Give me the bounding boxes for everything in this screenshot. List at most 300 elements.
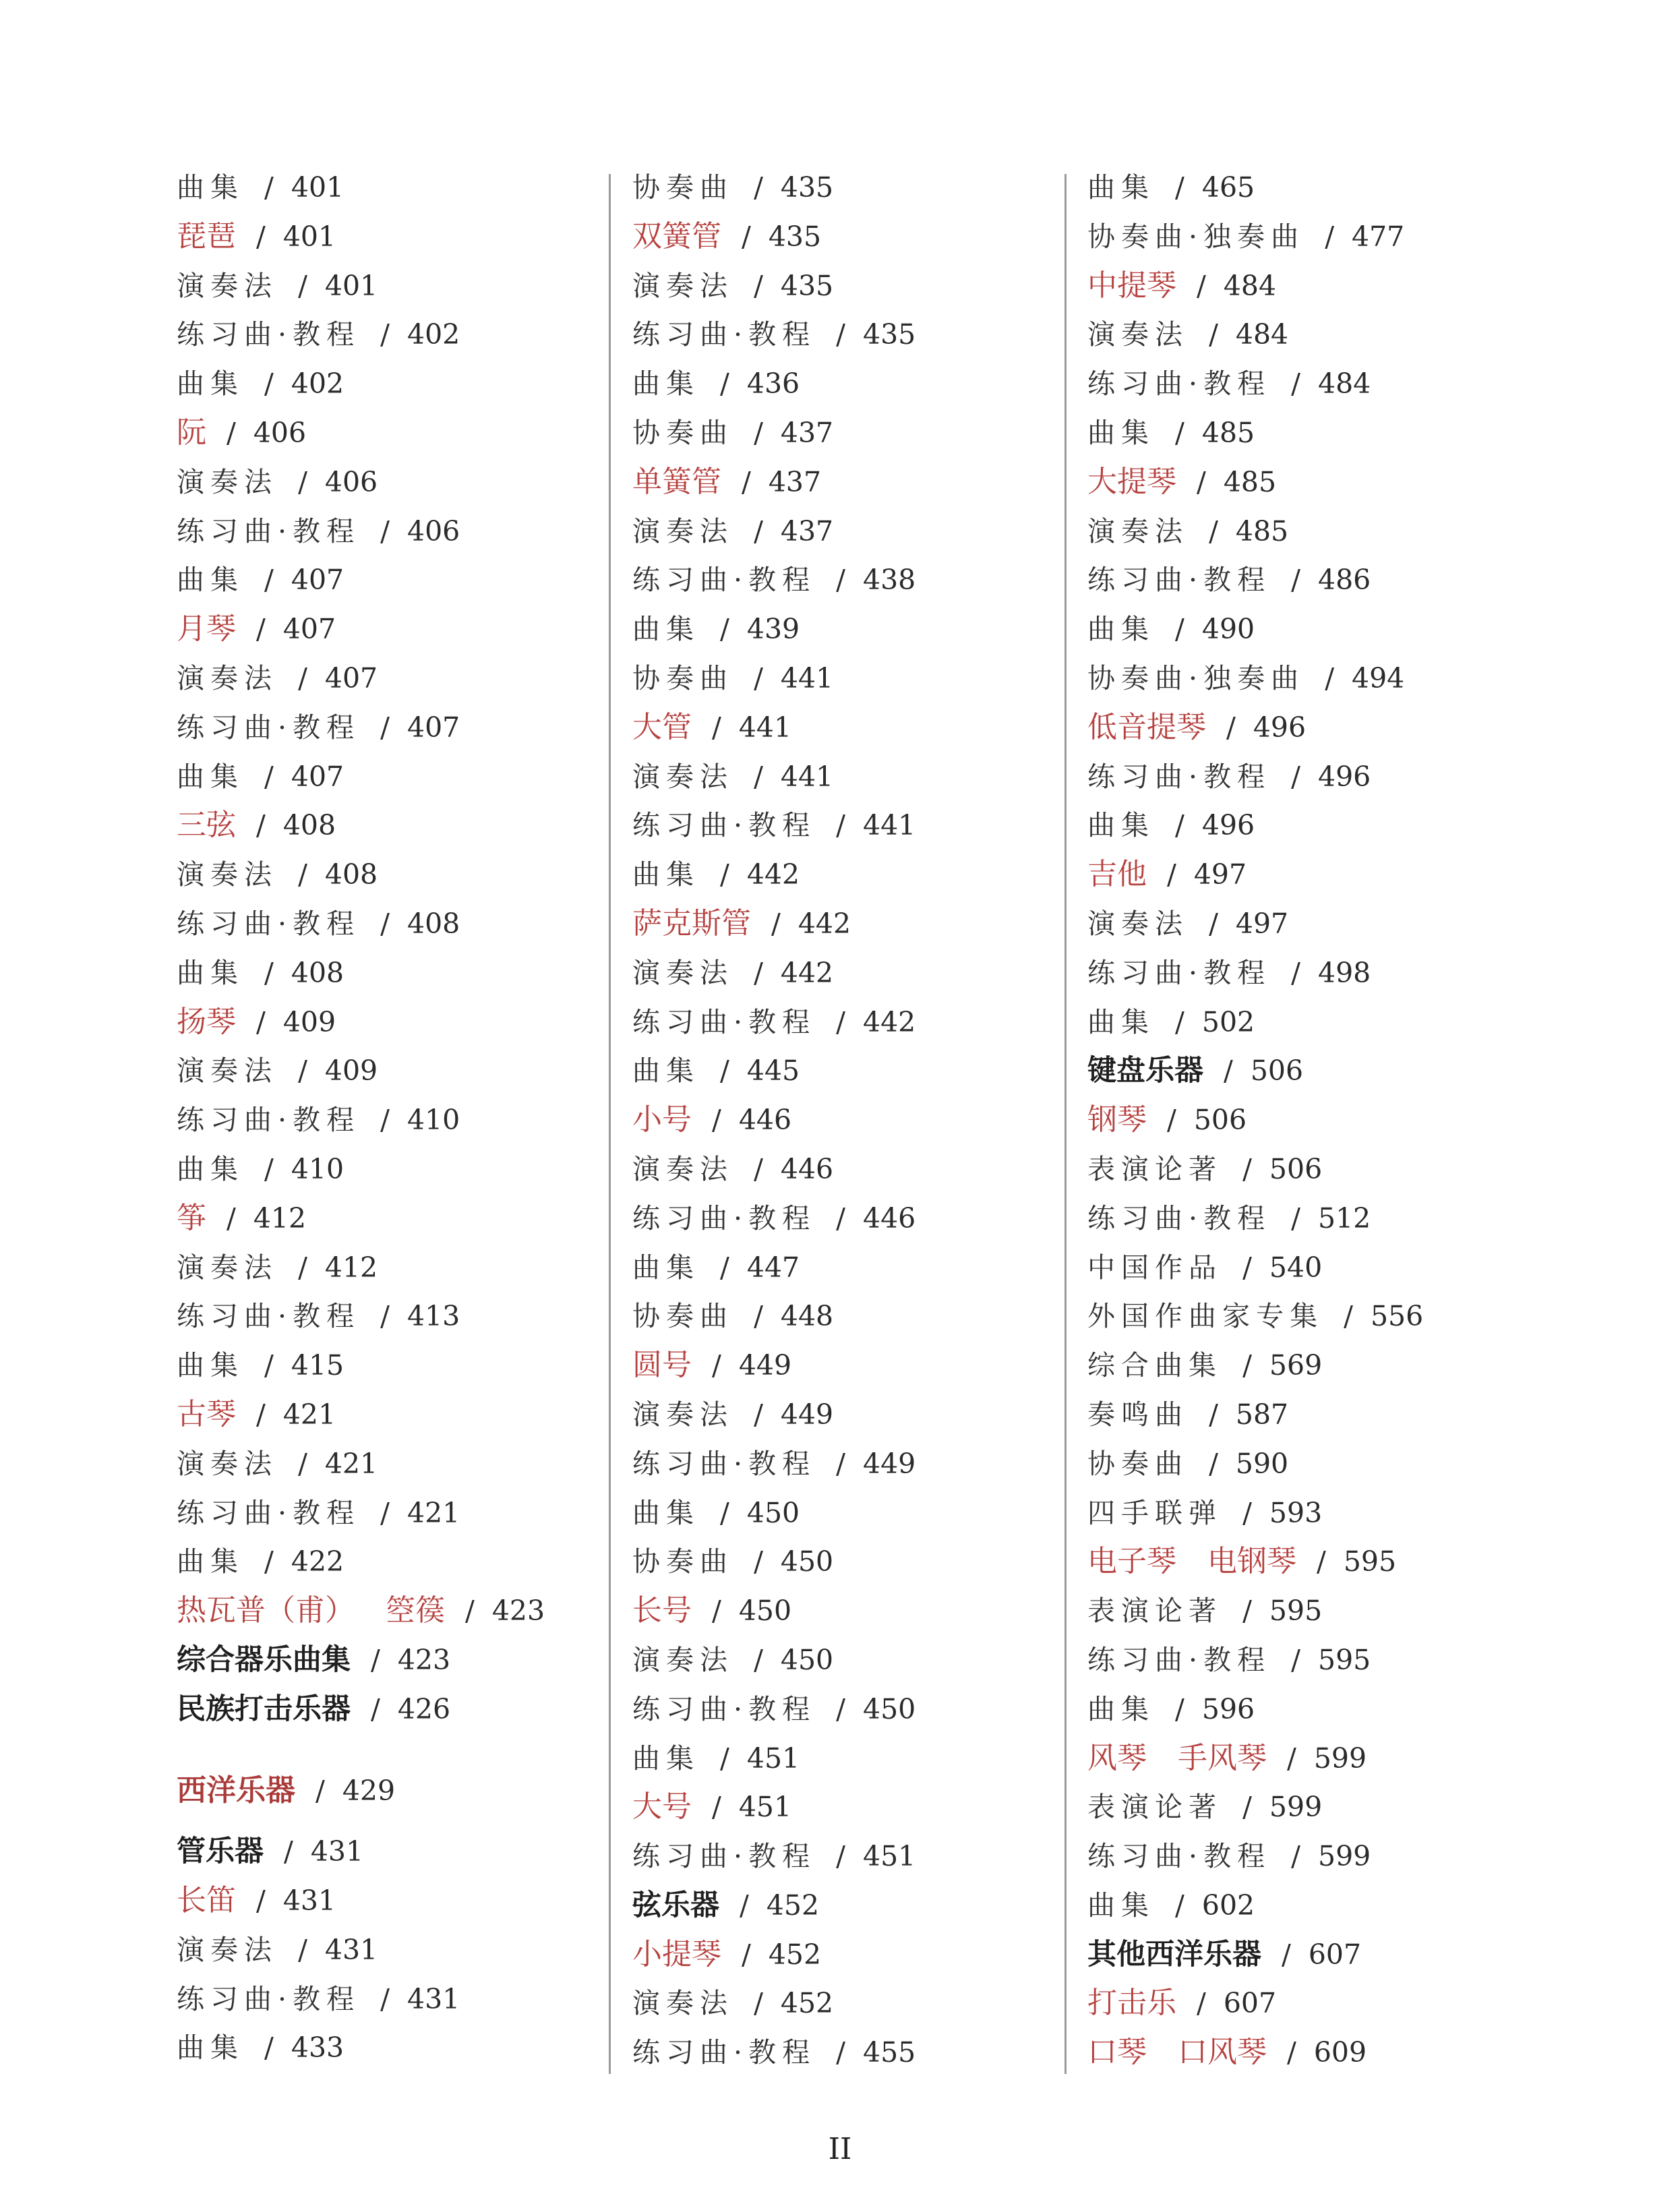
entry-separator: / [712, 1595, 721, 1628]
toc-entry [632, 262, 916, 311]
entry-label: 演奏法 [632, 1643, 734, 1676]
toc-entry [632, 1537, 916, 1586]
entry-page-number: 449 [780, 1398, 834, 1431]
entry-label: 大提琴 [1087, 464, 1176, 499]
entry-label: 阮 [177, 415, 206, 450]
toc-entry [177, 801, 545, 850]
entry-separator: / [1175, 171, 1184, 204]
entry-label: 练习曲·教程 [177, 318, 361, 351]
entry-separator: / [1209, 318, 1218, 351]
entry-separator: / [712, 1349, 721, 1382]
toc-entry [632, 1734, 916, 1783]
toc-entry [632, 801, 916, 850]
entry-page-number: 435 [768, 220, 822, 253]
entry-page-number: 408 [324, 858, 378, 891]
entry-separator: / [264, 956, 274, 989]
entry-separator: / [1175, 1889, 1184, 1922]
entry-label: 协奏曲 [632, 171, 734, 204]
toc-entry [1087, 507, 1423, 556]
entry-separator: / [1291, 760, 1300, 793]
entry-page-number: 449 [738, 1349, 792, 1382]
entry-label: 练习曲·教程 [632, 2036, 816, 2069]
toc-entry [177, 605, 545, 654]
entry-label: 协奏曲·独奏曲 [1087, 220, 1305, 253]
entry-page-number: 449 [862, 1447, 916, 1480]
toc-entry [177, 1586, 545, 1636]
entry-label: 外国作曲家专集 [1087, 1300, 1324, 1333]
toc-entry [1087, 1489, 1423, 1538]
entry-label: 民族打击乐器 [177, 1692, 351, 1726]
entry-label: 练习曲·教程 [632, 318, 816, 351]
toc-entry [177, 1766, 545, 1816]
entry-page-number: 413 [407, 1300, 460, 1333]
entry-page-number: 446 [738, 1104, 792, 1137]
entry-label: 风琴 [1087, 1740, 1147, 1775]
entry-separator: / [1291, 1201, 1300, 1235]
entry-label: 曲集 [632, 1496, 700, 1529]
entry-label: 练习曲·教程 [1087, 1840, 1271, 1873]
entry-separator: / [1242, 1349, 1252, 1382]
toc-entry [177, 1636, 545, 1685]
entry-page-number: 497 [1193, 858, 1247, 891]
entry-separator: / [836, 1005, 845, 1038]
entry-page-number: 451 [862, 1840, 916, 1873]
toc-entry [632, 212, 916, 262]
entry-label: 演奏法 [1087, 318, 1189, 351]
toc-entry [632, 605, 916, 654]
toc-entry [1087, 1046, 1423, 1096]
entry-page-number: 595 [1343, 1545, 1397, 1578]
entry-label: 曲集 [632, 1742, 700, 1775]
entry-page-number: 431 [282, 1884, 336, 1918]
entry-page-number: 401 [324, 269, 378, 302]
entry-page-number: 407 [291, 564, 344, 597]
entry-page-number: 401 [291, 171, 344, 204]
entry-label: 演奏法 [177, 1447, 278, 1480]
toc-entry [1087, 703, 1423, 752]
entry-separator: / [256, 809, 266, 842]
entry-page-number: 407 [407, 711, 460, 744]
entry-separator: / [264, 760, 274, 793]
entry-separator: / [1226, 711, 1236, 744]
toc-entry [177, 850, 545, 899]
entry-separator: / [1209, 907, 1218, 940]
entry-page-number: 408 [291, 956, 344, 989]
entry-separator: / [1175, 613, 1184, 646]
toc-entry [1087, 1292, 1423, 1341]
entry-separator: / [720, 1742, 729, 1775]
toc-entry [177, 1827, 545, 1876]
toc-entry [632, 1341, 916, 1390]
entry-separator: / [380, 1496, 390, 1529]
entry-separator: / [1197, 465, 1206, 498]
toc-entry [632, 1390, 916, 1439]
entry-label: 曲集 [177, 564, 245, 597]
entry-page-number: 421 [324, 1447, 378, 1480]
entry-separator: / [771, 907, 781, 940]
entry-page-number: 497 [1235, 907, 1289, 940]
entry-label: 演奏法 [632, 1398, 734, 1431]
entry-separator: / [298, 465, 307, 498]
column-divider [1064, 174, 1067, 2074]
entry-separator: / [380, 907, 390, 940]
page-folio: II [828, 2132, 852, 2166]
toc-entry [632, 1194, 916, 1243]
entry-page-number: 595 [1317, 1643, 1371, 1676]
entry-page-number: 441 [780, 760, 834, 793]
entry-page-number: 435 [862, 318, 916, 351]
entry-separator: / [298, 1447, 307, 1480]
entry-label: 演奏法 [632, 1987, 734, 2020]
entry-label: 口琴 [1087, 2035, 1147, 2070]
entry-separator: / [1242, 1152, 1252, 1185]
entry-label: 练习曲·教程 [1087, 564, 1271, 597]
entry-page-number: 431 [324, 1933, 378, 1966]
entry-label: 练习曲·教程 [632, 1692, 816, 1725]
toc-entry [1087, 1243, 1423, 1293]
entry-label-alt: 电钢琴 [1207, 1544, 1296, 1579]
entry-label: 练习曲·教程 [177, 514, 361, 547]
entry-separator: / [465, 1595, 475, 1628]
entry-label: 练习曲·教程 [1087, 760, 1271, 793]
toc-entry [632, 1586, 916, 1636]
toc-entry [177, 262, 545, 311]
entry-separator: / [1209, 1447, 1218, 1480]
toc-entry [632, 1243, 916, 1293]
entry-page-number: 442 [780, 956, 834, 989]
entry-separator: / [836, 1692, 845, 1725]
toc-entry [632, 1145, 916, 1194]
entry-label: 曲集 [177, 171, 245, 204]
entry-label: 曲集 [177, 1349, 245, 1382]
entry-label: 练习曲·教程 [632, 1005, 816, 1038]
toc-entry [177, 1685, 545, 1734]
entry-page-number: 447 [746, 1251, 800, 1284]
entry-label: 练习曲·教程 [1087, 956, 1271, 989]
entry-label: 电子琴 [1087, 1544, 1176, 1579]
toc-entry [1087, 1734, 1423, 1783]
entry-label: 热瓦普（甫） [177, 1593, 355, 1628]
entry-page-number: 607 [1223, 1987, 1277, 2020]
entry-label: 长笛 [177, 1883, 236, 1918]
entry-page-number: 590 [1235, 1447, 1289, 1480]
entry-label: 协奏曲 [632, 1300, 734, 1333]
entry-page-number: 452 [768, 1938, 822, 1971]
toc-entry [177, 998, 545, 1047]
entry-separator: / [742, 1938, 751, 1971]
entry-label: 曲集 [1087, 1005, 1156, 1038]
entry-separator: / [264, 564, 274, 597]
entry-page-number: 446 [862, 1201, 916, 1235]
entry-separator: / [754, 171, 763, 204]
entry-page-number: 409 [282, 1005, 336, 1038]
entry-separator: / [754, 1643, 763, 1676]
toc-entry [177, 1194, 545, 1243]
entry-separator: / [1175, 1005, 1184, 1038]
toc-entry [1087, 212, 1423, 262]
toc-entry [632, 998, 916, 1047]
entry-label: 曲集 [632, 1251, 700, 1284]
entry-page-number: 407 [282, 613, 336, 646]
entry-page-number: 494 [1352, 661, 1405, 694]
entry-separator: / [227, 416, 236, 449]
entry-page-number: 465 [1201, 171, 1255, 204]
entry-label: 综合曲集 [1087, 1349, 1223, 1382]
entry-separator: / [712, 711, 721, 744]
entry-page-number: 407 [291, 760, 344, 793]
toc-entry [1087, 1145, 1423, 1194]
toc-entry [1087, 556, 1423, 605]
entry-page-number: 406 [407, 514, 460, 547]
entry-label: 演奏法 [1087, 514, 1189, 547]
entry-separator: / [256, 1005, 266, 1038]
toc-entry [632, 1832, 916, 1881]
entry-label: 协奏曲 [632, 416, 734, 449]
entry-page-number: 595 [1269, 1595, 1323, 1628]
entry-label: 综合器乐曲集 [177, 1642, 351, 1677]
entry-label: 练习曲·教程 [632, 1447, 816, 1480]
toc-entry [177, 1145, 545, 1194]
entry-page-number: 455 [862, 2036, 916, 2069]
entry-separator: / [754, 416, 763, 449]
index-column-1 [177, 163, 545, 2073]
entry-separator: / [1291, 564, 1300, 597]
entry-page-number: 408 [407, 907, 460, 940]
toc-entry [1087, 1930, 1423, 1980]
entry-separator: / [380, 1104, 390, 1137]
entry-label: 双簧管 [632, 218, 721, 254]
entry-separator: / [1209, 1398, 1218, 1431]
entry-separator: / [380, 711, 390, 744]
entry-page-number: 415 [291, 1349, 344, 1382]
toc-entry [177, 654, 545, 703]
entry-separator: / [316, 1774, 325, 1807]
toc-entry [1087, 1096, 1423, 1145]
toc-entry [177, 310, 545, 359]
entry-separator: / [1242, 1791, 1252, 1824]
entry-separator: / [720, 1496, 729, 1529]
entry-separator: / [836, 564, 845, 597]
toc-entry [177, 1975, 545, 2024]
entry-separator: / [754, 1545, 763, 1578]
entry-label: 大管 [632, 709, 692, 744]
entry-page-number: 435 [780, 269, 834, 302]
toc-entry [177, 1046, 545, 1096]
entry-page-number: 556 [1370, 1300, 1424, 1333]
toc-entry [1087, 2028, 1423, 2077]
entry-separator: / [298, 661, 307, 694]
entry-label: 小提琴 [632, 1936, 721, 1971]
entry-separator: / [264, 171, 274, 204]
entry-label: 中提琴 [1087, 268, 1176, 303]
entry-separator: / [298, 1251, 307, 1284]
entry-label: 筝 [177, 1200, 206, 1235]
toc-entry [177, 1243, 545, 1293]
entry-label: 演奏法 [632, 956, 734, 989]
toc-entry [177, 212, 545, 262]
entry-label: 弦乐器 [632, 1888, 719, 1922]
toc-entry [632, 163, 916, 212]
entry-page-number: 490 [1201, 613, 1255, 646]
entry-separator: / [754, 1300, 763, 1333]
toc-entry [632, 899, 916, 949]
entry-separator: / [1344, 1300, 1353, 1333]
entry-page-number: 441 [780, 661, 834, 694]
entry-page-number: 409 [324, 1055, 378, 1088]
entry-page-number: 506 [1269, 1152, 1323, 1185]
toc-entry [632, 1979, 916, 2028]
toc-entry [1087, 1390, 1423, 1439]
entry-label: 曲集 [632, 858, 700, 891]
entry-page-number: 431 [407, 1982, 460, 2015]
entry-page-number: 502 [1201, 1005, 1255, 1038]
entry-separator: / [712, 1791, 721, 1824]
toc-entry [1087, 1881, 1423, 1930]
entry-label: 练习曲·教程 [632, 564, 816, 597]
entry-page-number: 410 [407, 1104, 460, 1137]
toc-entry [177, 1876, 545, 1926]
entry-label: 小号 [632, 1102, 692, 1137]
entry-separator: / [754, 760, 763, 793]
toc-entry [1087, 1194, 1423, 1243]
toc-entry [1087, 899, 1423, 949]
entry-page-number: 431 [310, 1835, 364, 1868]
entry-page-number: 484 [1235, 318, 1289, 351]
entry-separator: / [1291, 1643, 1300, 1676]
entry-label: 练习曲·教程 [1087, 1201, 1271, 1235]
entry-label: 萨克斯管 [632, 905, 751, 941]
toc-entry [1087, 262, 1423, 311]
entry-label: 演奏法 [632, 1152, 734, 1185]
entry-label: 练习曲·教程 [632, 809, 816, 842]
index-column-3 [1087, 163, 1423, 2077]
toc-entry [177, 409, 545, 458]
entry-page-number: 439 [746, 613, 800, 646]
toc-entry [632, 1096, 916, 1145]
entry-label: 协奏曲 [1087, 1447, 1189, 1480]
entry-label: 曲集 [1087, 171, 1156, 204]
entry-label: 钢琴 [1087, 1102, 1147, 1137]
entry-label: 协奏曲·独奏曲 [1087, 661, 1305, 694]
toc-entry [177, 1292, 545, 1341]
entry-separator: / [754, 1398, 763, 1431]
entry-page-number: 426 [397, 1692, 451, 1725]
toc-entry [1087, 1979, 1423, 2028]
entry-separator: / [720, 367, 729, 400]
toc-entry [632, 1881, 916, 1930]
toc-entry [1087, 310, 1423, 359]
entry-separator: / [754, 661, 763, 694]
entry-label: 四手联弹 [1087, 1496, 1223, 1529]
entry-page-number: 438 [862, 564, 916, 597]
entry-label: 西洋乐器 [177, 1773, 295, 1808]
entry-page-number: 421 [407, 1496, 460, 1529]
entry-page-number: 437 [780, 416, 834, 449]
toc-entry [632, 359, 916, 409]
entry-page-number: 452 [766, 1889, 820, 1922]
entry-label: 扬琴 [177, 1004, 236, 1039]
entry-label: 表演论著 [1087, 1595, 1223, 1628]
entry-page-number: 477 [1352, 220, 1405, 253]
toc-entry [1087, 949, 1423, 998]
entry-page-number: 498 [1317, 956, 1371, 989]
entry-page-number: 422 [291, 1545, 344, 1578]
entry-separator: / [754, 1152, 763, 1185]
entry-separator: / [1282, 1938, 1291, 1971]
entry-separator: / [371, 1692, 380, 1725]
entry-page-number: 407 [324, 661, 378, 694]
entry-label: 曲集 [1087, 809, 1156, 842]
toc-entry [1087, 605, 1423, 654]
entry-page-number: 485 [1201, 416, 1255, 449]
entry-label: 练习曲·教程 [177, 907, 361, 940]
entry-label: 大号 [632, 1789, 692, 1824]
entry-separator: / [1167, 1104, 1176, 1137]
toc-entry [1087, 359, 1423, 409]
entry-separator: / [380, 318, 390, 351]
entry-separator: / [836, 1201, 845, 1235]
entry-separator: / [754, 269, 763, 302]
entry-page-number: 406 [253, 416, 307, 449]
entry-page-number: 599 [1317, 1840, 1371, 1873]
entry-label-alt: 手风琴 [1178, 1740, 1267, 1775]
toc-entry [632, 1930, 916, 1980]
toc-entry [632, 1783, 916, 1832]
entry-separator: / [284, 1835, 293, 1868]
entry-page-number: 412 [253, 1201, 307, 1235]
entry-separator: / [298, 1055, 307, 1088]
entry-label: 曲集 [1087, 416, 1156, 449]
entry-separator: / [1242, 1595, 1252, 1628]
toc-entry [177, 2023, 545, 2073]
entry-label: 曲集 [177, 2031, 245, 2065]
entry-separator: / [1242, 1251, 1252, 1284]
entry-page-number: 496 [1201, 809, 1255, 842]
entry-page-number: 450 [780, 1545, 834, 1578]
entry-label: 奏鸣曲 [1087, 1398, 1189, 1431]
entry-label: 练习曲·教程 [177, 1496, 361, 1529]
entry-page-number: 596 [1201, 1692, 1255, 1725]
entry-separator: / [380, 1982, 390, 2015]
toc-entry [177, 458, 545, 507]
entry-separator: / [754, 956, 763, 989]
toc-entry [632, 703, 916, 752]
entry-label: 曲集 [1087, 1692, 1156, 1725]
entry-page-number: 587 [1235, 1398, 1289, 1431]
toc-entry [632, 654, 916, 703]
entry-page-number: 442 [746, 858, 800, 891]
entry-separator: / [720, 1251, 729, 1284]
entry-separator: / [836, 1447, 845, 1480]
entry-page-number: 506 [1193, 1104, 1247, 1137]
toc-entry [1087, 998, 1423, 1047]
toc-entry [1087, 1537, 1423, 1586]
entry-separator: / [1291, 956, 1300, 989]
entry-page-number: 442 [798, 907, 851, 940]
entry-separator: / [1291, 367, 1300, 400]
entry-separator: / [1287, 1742, 1296, 1775]
toc-entry [632, 1636, 916, 1685]
entry-label: 表演论著 [1087, 1152, 1223, 1185]
entry-separator: / [298, 858, 307, 891]
toc-entry [177, 556, 545, 605]
toc-entry [177, 752, 545, 802]
toc-entry [1087, 1783, 1423, 1832]
entry-separator: / [742, 465, 751, 498]
entry-page-number: 435 [780, 171, 834, 204]
entry-separator: / [836, 1840, 845, 1873]
entry-separator: / [264, 367, 274, 400]
